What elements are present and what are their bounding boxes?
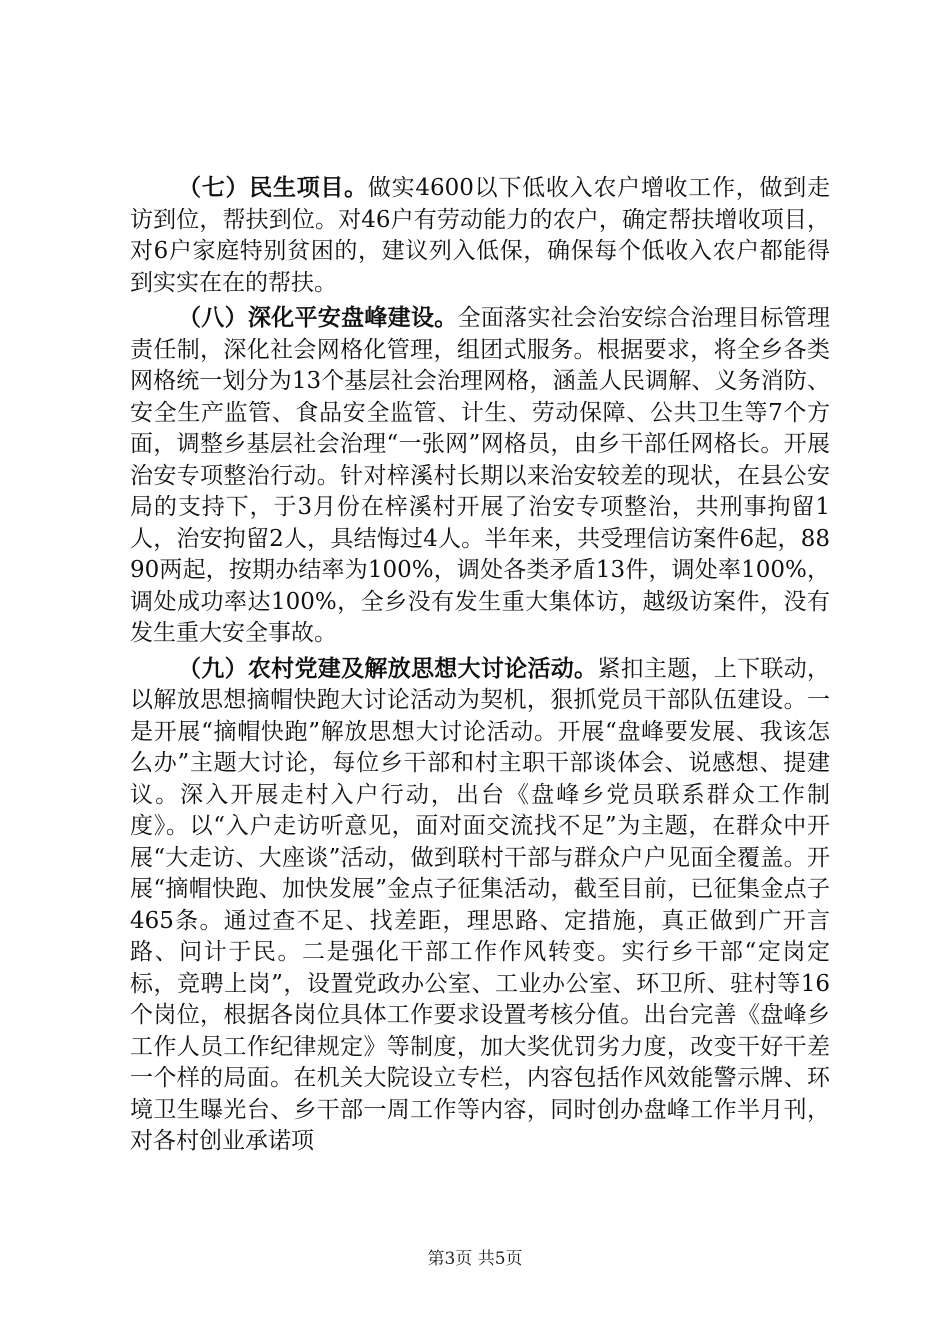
paragraph-heading: （七）民生项目。 bbox=[178, 175, 368, 201]
paragraph-minsheng bbox=[130, 173, 830, 299]
paragraph-text: 做实4600以下低收入农户增收工作，做到走访到位，帮扶到位。对46户有劳动能力的农户，确定帮扶增收项目，对6户家庭特别贫困的，建议列入低保，确保每个低收入农户都能得到实实在在的帮扶。 bbox=[130, 175, 830, 296]
paragraph-text: 紧扣主题，上下联动，以解放思想摘帽快跑大讨论活动为契机，狠抓党员干部队伍建设。一是开展“摘帽快跑”解放思想大讨论活动。开展“盘峰要发展、我该怎么办”主题大讨论，每位乡干部和村主职干部谈体会、说感想、提建议。深入开展走村入户行动，出台《盘峰乡党员联系群众工作制度》。以“入户走访听意见，面对面交流找不足”为主题，在群众中开展“大走访、大座谈”活动，做到联村干部与群众户户见面全覆盖。开展“摘帽快跑、加快发展”金点子征集活动，截至目前，已征集金点子465条。通过查不足、找差距，理思路、定措施，真正做到广开言路、问计于民。二是强化干部工作作风转变。实行乡干部“定岗定标，竞聘上岗”，设置党政办公室、工业办公室、环卫所、驻村等16个岗位，根据各岗位具体工作要求设置考核分值。出台完善《盘峰乡工作人员工作纪律规定》等制度，加大奖优罚劣力度，改变干好干差一个样的局面。在机关大院设立专栏，内容包括作风效能警示牌、环境卫生曝光台、乡干部一周工作等内容，同时创办盘峰工作半月刊，对各村创业承诺项 bbox=[130, 655, 831, 1154]
paragraph-dangjian bbox=[130, 654, 830, 1158]
paragraph-text: 全面落实社会治安综合治理目标管理责任制，深化社会网格化管理，组团式服务。根据要求，将全乡各类网格统一划分为13个基层社会治理网格，涵盖人民调解、义务消防、安全生产监管、食品安全监管、计生、劳动保障、公共卫生等7个方面，调整乡基层社会治理“一张网”网格员，由乡干部任网格长。开展治安专项整治行动。针对梓溪村长期以来治安较差的现状，在县公安局的支持下，于3月份在梓溪村开展了治安专项整治，共刑事拘留1人，治安拘留2人，具结悔过4人。半年来，共受理信访案件6起，8890两起，按期办结率为100%，调处各类矛盾13件，调处率100%，调处成功率达100%，全乡没有发生重大集体访，越级访案件，没有发生重大安全事故。 bbox=[130, 305, 831, 646]
paragraph-heading: （九）农村党建及解放思想大讨论活动。 bbox=[178, 655, 598, 682]
paragraph-pingan bbox=[130, 303, 830, 650]
page-number-footer: 第3页 共5页 bbox=[427, 1249, 523, 1269]
paragraph-heading: （八）深化平安盘峰建设。 bbox=[178, 305, 458, 331]
document-body bbox=[130, 173, 830, 1162]
